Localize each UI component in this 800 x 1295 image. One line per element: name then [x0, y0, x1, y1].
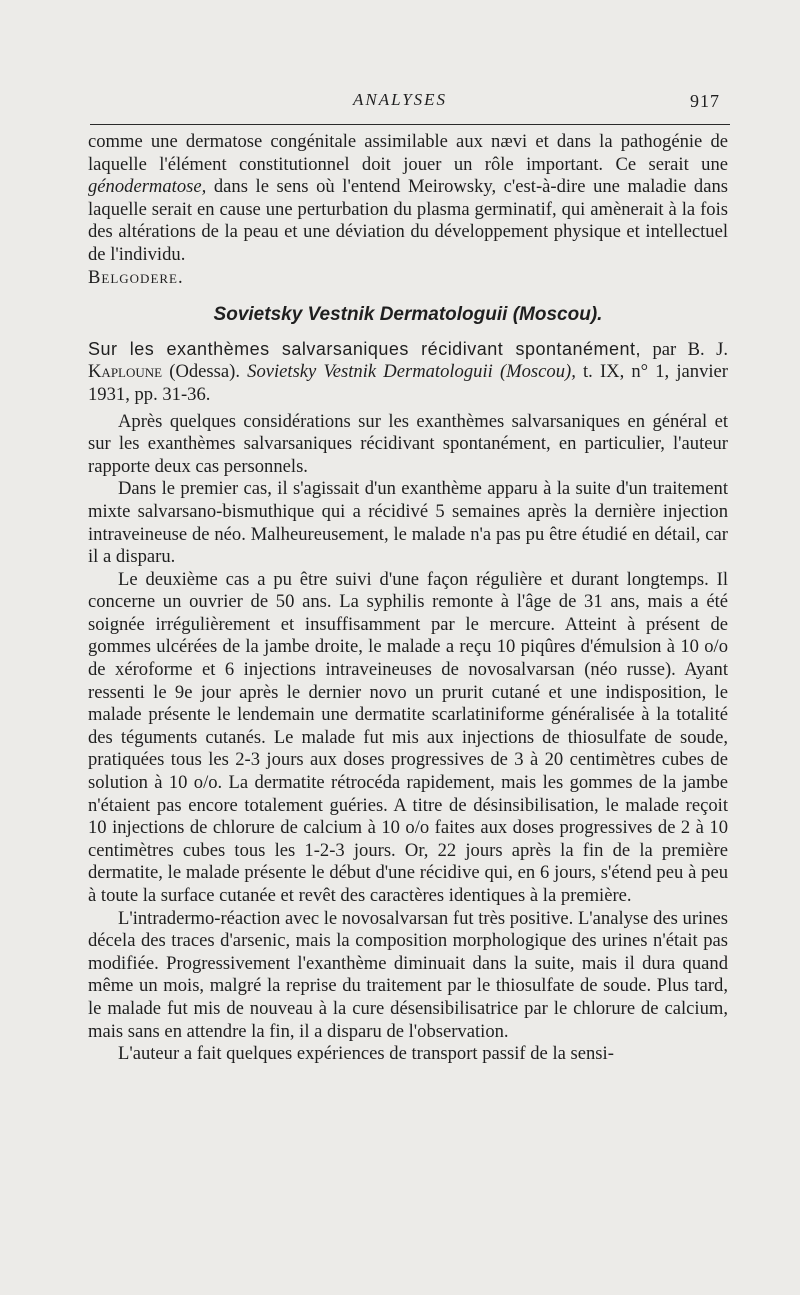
author-name: Kaploune — [88, 361, 163, 383]
previous-review-text-end: dans le sens où l'entend Meirowsky, c'est-à-dire une maladie dans laquelle serait en cause une perturbation du plasma germinatif, qui amènerait à la fois des altérations de la peau et une déviation du développement physique et intellectuel de l'individu. — [88, 176, 729, 265]
running-header-title: ANALYSES — [352, 90, 448, 109]
previous-review-text-start: comme une dermatose congénitale assimilable aux nævi et dans la pathogénie de laquelle l'élément constitutionnel doit jouer un rôle important. Ce serait une — [88, 131, 728, 175]
journal-city: (Moscou), — [499, 361, 576, 383]
page-number: 917 — [690, 91, 720, 111]
journal-section-heading: Sovietsky Vestnik Dermatologuii (Moscou). — [213, 304, 603, 326]
previous-review-paragraph — [88, 131, 728, 267]
body-paragraph-3: Le deuxième cas a pu être suivi d'une façon régulière et durant longtemps. Il concerne un ouvrier de 50 ans. La syphilis remonte à l'âge de 31 ans, mais a été soignée irrégulièrement et insuffisamment par le mercure. Atteint à présent de gommes ulcérées de la jambe droite, le malade a reçu 10 piqûres d'émulsion à 10 o/o de xéroforme et 6 injections intraveineuses de novosalvarsan (néo russe). Ayant ressenti le 9e jour après le dernier novo un prurit cutané et une indisposition, le malade présente le lendemain une dermatite scarlatiniforme généralisée à la totalité des téguments cutanés. Le malade fut mis aux injections de thiosulfate de soude, pratiquées tous les 2-3 jours aux doses progressives de 3 à 20 centimètres cubes de solution à 10 o/o. La dermatite rétrocéda rapidement, mais les gommes de la jambe n'étaient pas encore totalement guéries. A titre de désinsibilisation, le malade reçoit 10 injections de chlorure de calcium à 10 o/o faites aux doses progressives de 2 à 10 centimètres cubes tous les 1-2-3 jours. Or, 22 jours après la fin de la première dermatite, le malade présente le début d'une récidive qui, en 6 jours, s'étend peu à peu à toute la surface cutanée et revêt des caractères identiques à la première. — [88, 568, 728, 906]
italic-term: génodermatose, — [88, 176, 207, 198]
body-paragraph-5: L'auteur a fait quelques expériences de transport passif de la sensi- — [118, 1043, 614, 1065]
header-rule — [90, 124, 730, 125]
reviewer-signature: Belgodere. — [88, 266, 184, 288]
article-par: par — [652, 338, 677, 360]
page-body — [88, 131, 728, 1066]
article-reference: t. IX, n° 1, janvier 1931, pp. 31-36. — [88, 361, 728, 405]
body-paragraph-2: Dans le premier cas, il s'agissait d'un exanthème apparu à la suite d'un traitement mixte salvarsano-bismuthique qui a récidivé 5 semaines après la dernière injection intraveineuse de néo. Malheureusement, le malade n'a pas pu être étudié en détail, car il a disparu. — [88, 478, 728, 568]
author-initials: B. J. — [687, 338, 728, 360]
author-affiliation: (Odessa). — [169, 361, 240, 383]
body-paragraph-1: Après quelques considérations sur les exanthèmes salvarsaniques en général et sur les exanthèmes salvarsaniques récidivant spontanément, en particulier, l'auteur rapporte deux cas personnels. — [88, 410, 728, 477]
body-paragraph-4: L'intradermo-réaction avec le novosalvarsan fut très positive. L'analyse des urines décela des traces d'arsenic, mais la composition morphologique des urines n'était pas modifiée. Progressivement l'exanthème diminuait dans la suite, mais il dura quand même un mois, malgré la reprise du traitement par le thiosulfate de soude. Plus tard, le malade fut mis de nouveau à la cure désensibilisatrice par le chlorure de calcium, mais sans en attendre la fin, il a disparu de l'observation. — [88, 907, 728, 1042]
article-citation — [88, 338, 728, 407]
journal-name: Sovietsky Vestnik Dermatologuii — [247, 361, 493, 383]
article-title: Sur les exanthèmes salvarsaniques récidivant spontanément, — [88, 338, 642, 359]
